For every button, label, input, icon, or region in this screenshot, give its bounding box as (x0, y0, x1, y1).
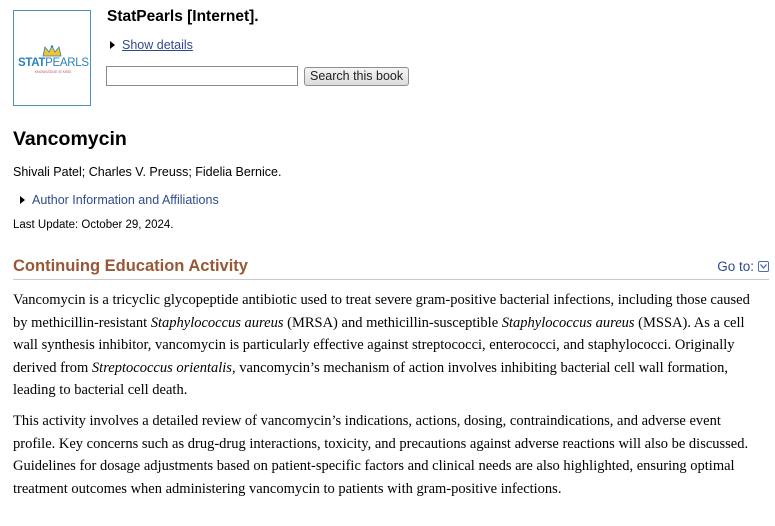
show-details-toggle[interactable] (110, 38, 193, 52)
section-heading: Continuing Education Activity (13, 257, 248, 275)
goto-label: Go to: (717, 259, 754, 274)
logo-subtext: KNOWLEDGE IS KING (34, 70, 72, 74)
book-cover[interactable] (13, 10, 91, 106)
book-title: StatPearls [Internet]. (107, 8, 259, 25)
paragraph-2: This activity involves a detailed review of vancomycin’s indications, actions, dosing, contraindications, and adverse event profile. Key concerns such as drug-drug interactions, toxicity, and precautions against adverse reactions will also be discussed. Guidelines for dosage adjustments based on patient-specific factors and clinical needs are also highlighted, ensuring optimal treatment outcomes when administering vancomycin to patients with gram-positive infections. (13, 413, 749, 497)
paragraph-1: Vancomycin is a tricyclic glycopeptide antibiotic used to treat severe gram-positive bacterial infections, including those caused by methicillin-resistant Staphylococcus aureus (MRSA) and methicillin-susceptible Staphylococcus aureus (MSSA). As a cell wall synthesis inhibitor, vancomycin is particularly effective against streptococci, enterococci, and staphylococci. Originally derived from Streptococcus orientalis, vancomycin’s mechanism of action involves inhibiting bacterial cell wall formation, leading to bacterial cell death. (13, 292, 750, 398)
triangle-right-icon (20, 196, 25, 204)
last-update: Last Update: October 29, 2024. (13, 219, 174, 231)
author-info-toggle[interactable] (20, 193, 219, 207)
triangle-right-icon (110, 41, 115, 49)
logo-text: STATPEARLS (18, 57, 89, 69)
author-info-link[interactable]: Author Information and Affiliations (32, 193, 219, 207)
page-title: Vancomycin (13, 128, 127, 150)
chevron-down-icon[interactable] (758, 261, 769, 272)
search-book-button[interactable]: Search this book (304, 67, 409, 86)
show-details-link[interactable]: Show details (122, 38, 193, 52)
search-input[interactable] (106, 66, 298, 86)
goto-menu[interactable] (717, 259, 769, 274)
crown-icon (42, 45, 62, 57)
section-divider (13, 279, 769, 280)
authors: Shivali Patel; Charles V. Preuss; Fidelia Bernice. (13, 165, 282, 179)
